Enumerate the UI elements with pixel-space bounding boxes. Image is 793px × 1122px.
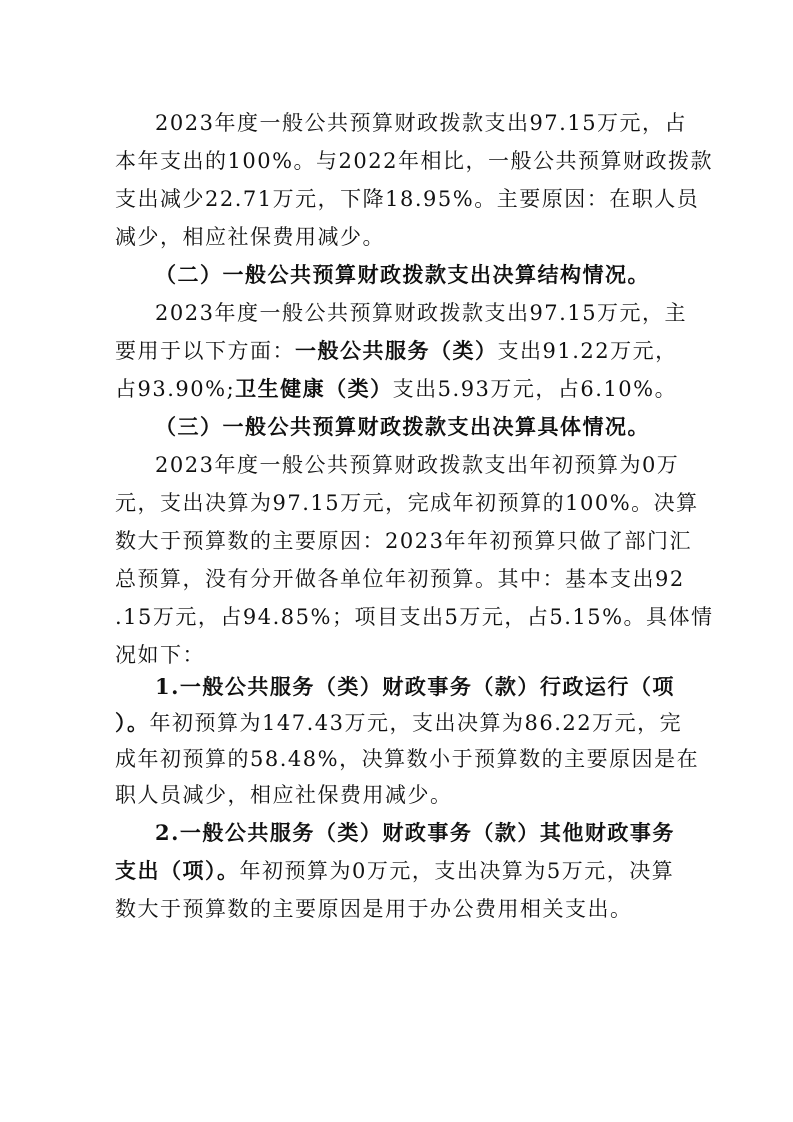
item1-line-1: 1.一般公共服务（类）财政事务（款）行政运行（项 [155, 674, 675, 699]
item2-line-3: 数大于预算数的主要原因是用于办公费用相关支出。 [115, 897, 633, 921]
p2-line-2-bold: 一般公共服务（类） [295, 338, 498, 363]
p3-line-1: 2023年度一般公共预算财政拨款支出年初预算为0万 [155, 453, 680, 477]
item1-line-2-bold: ）。 [115, 710, 150, 735]
item1-line-4: 职人员减少，相应社保费用减少。 [115, 783, 453, 807]
p1-line-1: 2023年度一般公共预算财政拨款支出97.15万元，占 [155, 111, 688, 135]
p2-line-2-pre: 要用于以下方面： [115, 339, 295, 363]
item2-line-2-post: 年初预算为0万元，支出决算为5万元，决算 [239, 859, 675, 883]
item2-line-2 [115, 851, 685, 891]
p2-line-3-post: 支出5.93万元，占6.10%。 [392, 377, 678, 401]
item1-line-2 [115, 703, 685, 743]
p2-line-3-bold: 卫生健康（类） [235, 376, 393, 401]
item1-line-2-post: 年初预算为147.43万元，支出决算为86.22万元，完 [149, 711, 683, 735]
heading-structure: （二）一般公共预算财政拨款支出决算结构情况。 [155, 262, 650, 287]
p1-line-4: 减少，相应社保费用减少。 [115, 225, 385, 249]
item2-line-2-bold: 支出（项）。 [115, 858, 240, 883]
p2-line-3 [115, 369, 685, 409]
p2-line-1: 2023年度一般公共预算财政拨款支出97.15万元，主 [155, 301, 688, 325]
item2-line-1: 2.一般公共服务（类）财政事务（款）其他财政事务 [155, 820, 675, 845]
p2-line-2 [115, 331, 685, 371]
heading-details: （三）一般公共预算财政拨款支出决算具体情况。 [155, 414, 650, 439]
p2-line-3-pre: 占93.90%; [115, 377, 236, 401]
p3-line-3: 数大于预算数的主要原因：2023年年初预算只做了部门汇 [115, 529, 692, 553]
p3-line-5: .15万元，占94.85%；项目支出5万元，占5.15%。具体情 [115, 605, 714, 629]
item1-line-3: 成年初预算的58.48%，决算数小于预算数的主要原因是在 [115, 747, 700, 771]
p1-line-3: 支出减少22.71万元，下降18.95%。主要原因：在职人员 [115, 187, 700, 211]
p1-line-2: 本年支出的100%。与2022年相比，一般公共预算财政拨款 [115, 149, 713, 173]
p3-line-2: 元，支出决算为97.15万元，完成年初预算的100%。决算 [115, 491, 699, 515]
p3-line-6: 况如下： [115, 643, 205, 667]
p3-line-4: 总预算，没有分开做各单位年初预算。其中：基本支出92 [115, 567, 685, 591]
p2-line-2-post: 支出91.22万元， [497, 339, 678, 363]
